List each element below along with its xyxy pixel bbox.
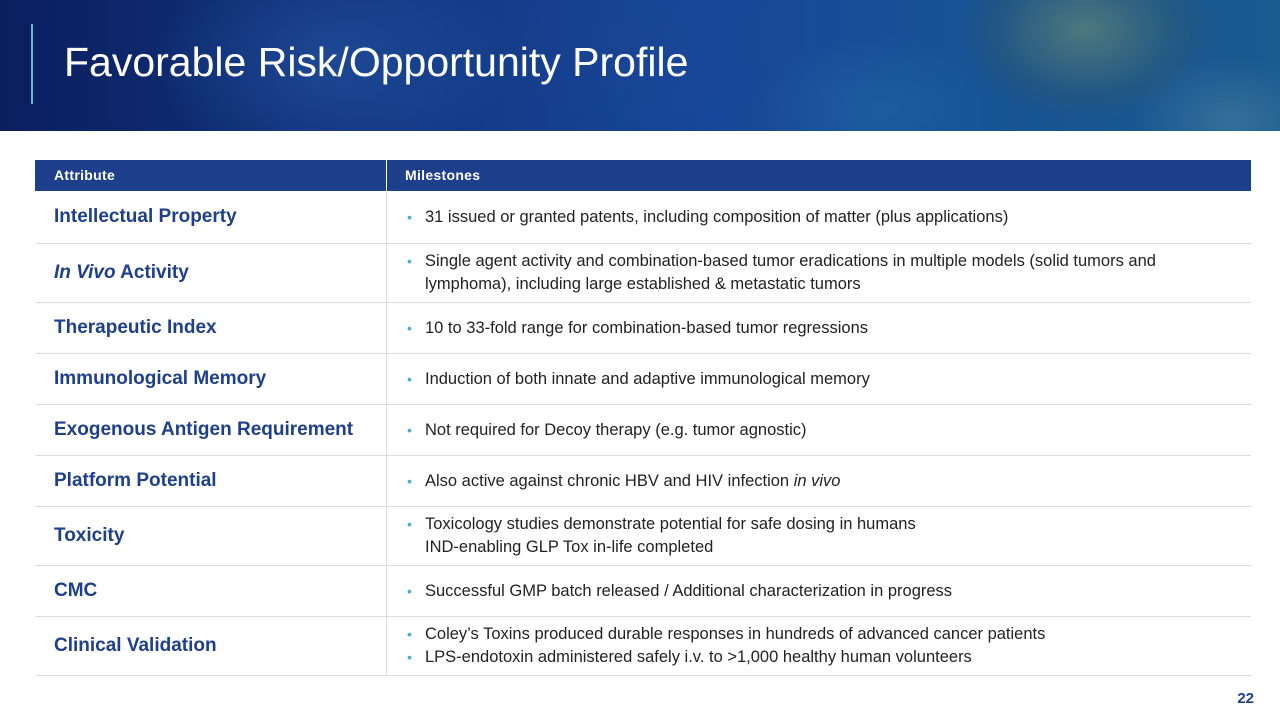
table-header — [35, 160, 1251, 191]
attribute-label: Intellectual Property — [54, 206, 237, 227]
table-row — [35, 354, 1251, 405]
bullet-icon: • — [407, 319, 412, 336]
milestone-bullet: • Also active against chronic HBV and HIV infection in vivo — [407, 470, 1235, 493]
table-row — [35, 617, 1251, 676]
page-number: 22 — [1237, 690, 1254, 707]
table-row — [35, 507, 1251, 566]
milestone-continuation: IND-enabling GLP Tox in-life completed — [425, 538, 714, 556]
bullet-icon: • — [407, 516, 412, 532]
attribute-label: Platform Potential — [54, 470, 217, 491]
attribute-label: CMC — [54, 580, 98, 601]
milestone-bullet: • 10 to 33-fold range for combination-based tumor regressions — [407, 317, 1235, 340]
milestone-bullet: • Successful GMP batch released / Additional characterization in progress — [407, 580, 1235, 603]
table-row — [35, 456, 1251, 507]
bullet-icon: • — [407, 626, 412, 642]
title-banner — [0, 0, 1280, 131]
table-row — [35, 244, 1251, 303]
header-attribute: Attribute — [35, 160, 387, 191]
header-milestones: Milestones — [405, 167, 481, 183]
bullet-icon: • — [407, 208, 412, 225]
risk-opportunity-table — [35, 160, 1251, 676]
table-row — [35, 405, 1251, 456]
table-row — [35, 566, 1251, 617]
bullet-icon: • — [407, 472, 412, 489]
attribute-label: Toxicity — [54, 525, 125, 546]
bullet-icon: • — [407, 582, 412, 599]
table-row — [35, 191, 1251, 244]
slide-title: Favorable Risk/Opportunity Profile — [64, 39, 689, 85]
milestone-bullet: • Toxicology studies demonstrate potential for safe dosing in humans — [407, 513, 1235, 536]
milestone-bullet: • 31 issued or granted patents, including composition of matter (plus applications) — [407, 206, 1235, 229]
milestone-bullet: • LPS-endotoxin administered safely i.v. to >1,000 healthy human volunteers — [407, 646, 1235, 669]
milestone-bullet: • Not required for Decoy therapy (e.g. tumor agnostic) — [407, 419, 1235, 442]
attribute-label: Exogenous Antigen Requirement — [54, 419, 354, 440]
attribute-label: In Vivo Activity — [54, 262, 189, 283]
banner-accent-line — [31, 24, 33, 104]
table-row — [35, 303, 1251, 354]
attribute-label: Clinical Validation — [54, 635, 217, 656]
bullet-icon: • — [407, 649, 412, 665]
bullet-icon: • — [407, 421, 412, 438]
milestone-bullet: • Single agent activity and combination-based tumor eradications in multiple models (solid tumors and lymphoma), including large established & metastatic tumors — [407, 252, 1156, 293]
bullet-icon: • — [407, 370, 412, 387]
attribute-label: Therapeutic Index — [54, 317, 217, 338]
milestone-bullet: • Induction of both innate and adaptive immunological memory — [407, 368, 1235, 391]
bullet-icon: • — [407, 253, 412, 269]
milestone-bullet: • Coley’s Toxins produced durable responses in hundreds of advanced cancer patients — [407, 623, 1235, 646]
attribute-label: Immunological Memory — [54, 368, 267, 389]
